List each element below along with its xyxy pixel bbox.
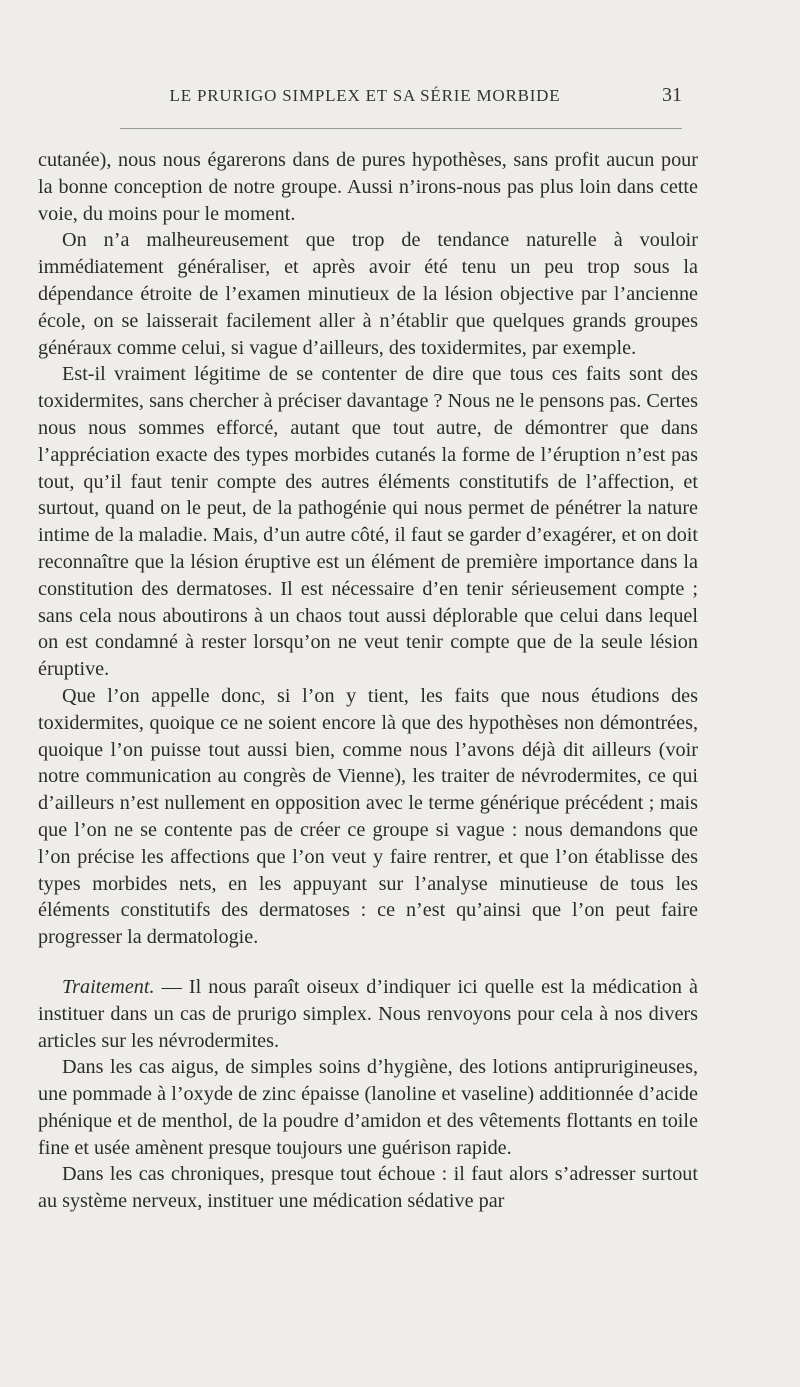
running-title: LE PRURIGO SIMPLEX ET SA SÉRIE MORBIDE [169, 86, 561, 105]
paragraph-4: Que l’on appelle donc, si l’on y tient, les faits que nous étudions des toxidermites, quoique ce ne soient encore là que des hypothèses non démontrées, quoique l’on puisse tout aussi bien, comme nous l’avons déjà dit ailleurs (voir notre communication au congrès de Vienne), les traiter de névrodermites, ce qui d’ailleurs n’est nullement en opposition avec le terme générique précédent ; mais que l’on ne se contente pas de créer ce groupe si vague : nous demandons que l’on précise les affections que l’on veut y faire rentrer, et que l’on établisse des types morbides nets, en les appuyant sur l’analyse minutieuse de tous les éléments constitutifs des dermatoses : ce n’est qu’ainsi que l’on peut faire progresser la dermatologie. [38, 684, 698, 949]
treatment-heading: Traitement. [62, 975, 155, 998]
page-number: 31 [662, 84, 682, 106]
treatment-paragraph-2: Dans les cas aigus, de simples soins d’hygiène, des lotions antiprurigineuses, une pommade à l’oxyde de zinc épaisse (lanoline et vaseline) additionnée d’acide phénique et de menthol, de la poudre d’amidon et des vêtements flottants en toile fine et usée amènent presque toujours une guérison rapide. [38, 1056, 698, 1159]
treatment-paragraph-3: Dans les cas chroniques, presque tout échoue : il faut alors s’adresser surtout au système nerveux, instituer une médication sédative par [38, 1163, 698, 1213]
paragraph-3: Est-il vraiment légitime de se contenter de dire que tous ces faits sont des toxidermites, sans chercher à préciser davantage ? Nous ne le pensons pas. Certes nous nous sommes efforcé, autant que tout autre, de démontrer que dans l’appréciation exacte des types morbides cutanés la forme de l’éruption n’est pas tout, qu’il faut tenir compte des autres éléments constitutifs de l’affection, et surtout, quand on le peut, de la pathogénie qui nous permet de pénétrer la nature intime de la maladie. Mais, d’un autre côté, il faut se garder d’exagérer, et on doit reconnaître que la lésion éruptive est un élément de première importance dans la constitution des dermatoses. Il est nécessaire d’en tenir sérieusement compte ; sans cela nous aboutirons à un chaos tout aussi déplorable que celui dans lequel on est condamné à rester lorsqu’on ne veut tenir compte que de la seule lésion éruptive. [38, 363, 698, 681]
treatment-paragraph [38, 974, 698, 1054]
body-text [38, 147, 698, 1215]
page-header [120, 86, 682, 116]
header-rule [120, 128, 682, 129]
paragraph-1: cutanée), nous nous égarerons dans de pures hypothèses, sans profit aucun pour la bonne conception de notre groupe. Aussi n’irons-nous pas plus loin dans cette voie, du moins pour le moment. [38, 149, 698, 225]
paragraph-2: On n’a malheureusement que trop de tendance naturelle à vouloir immédiatement généraliser, et après avoir été tenu un peu trop sous la dépendance étroite de l’examen minutieux de la lésion objective par l’ancienne école, on se laisserait facilement aller à n’établir que quelques grands groupes généraux comme celui, si vague d’ailleurs, des toxidermites, par exemple. [38, 229, 698, 359]
treatment-intro: — Il nous paraît oiseux d’indiquer ici quelle est la médication à instituer dans un cas de prurigo simplex. Nous renvoyons pour cela à nos divers articles sur les névrodermites. [38, 975, 698, 1052]
